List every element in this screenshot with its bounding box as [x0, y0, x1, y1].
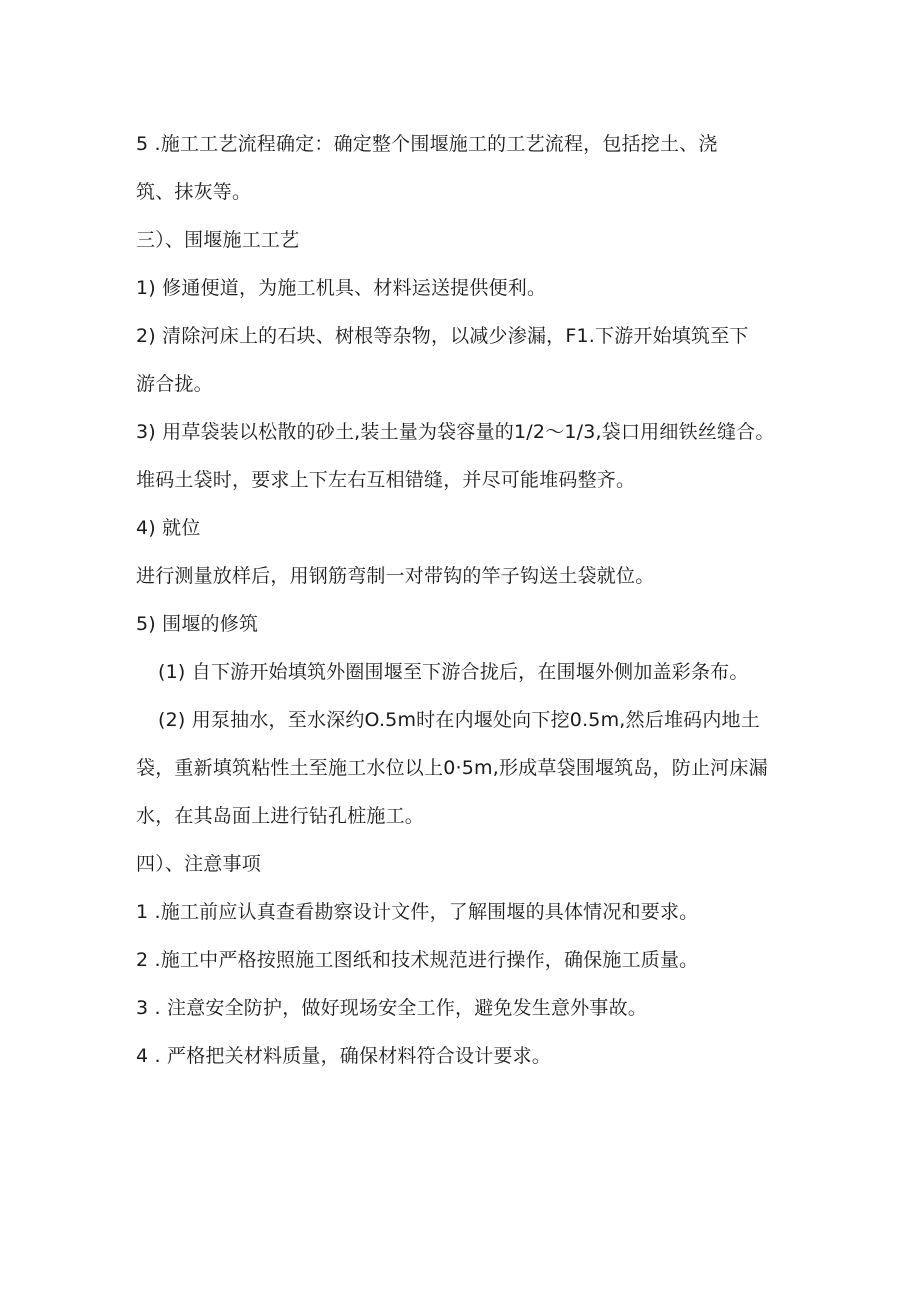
subsection-heading: 5) 围堰的修筑 — [136, 613, 259, 635]
paragraph-line: (1) 自下游开始填筑外圈围堰至下游合拢后，在围堰外侧加盖彩条布。 — [158, 661, 749, 683]
subsection-heading: 4) 就位 — [136, 517, 201, 539]
paragraph-line: 5 .施工工艺流程确定：确定整个围堰施工的工艺流程，包括挖土、浇 — [136, 133, 718, 155]
paragraph-line: 3 . 注意安全防护，做好现场安全工作，避免发生意外事故。 — [136, 997, 648, 1019]
paragraph-line: 筑、抹灰等。 — [136, 181, 252, 203]
paragraph-line: 堆码土袋时，要求上下左右互相错缝，并尽可能堆码整齐。 — [136, 469, 636, 491]
section-heading: 四）、注意事项 — [136, 853, 261, 875]
document-body — [136, 120, 816, 1080]
paragraph-line: 3) 用草袋装以松散的砂土,装土量为袋容量的1/2〜1/3,袋口用细铁丝缝合。 — [136, 421, 775, 443]
paragraph-line: 4 . 严格把关材料质量，确保材料符合设计要求。 — [136, 1045, 552, 1067]
paragraph-line: 进行测量放样后，用钢筋弯制一对带钩的竿子钩送土袋就位。 — [136, 565, 655, 587]
paragraph-line: 袋，重新填筑粘性土至施工水位以上0·5m,形成草袋围堰筑岛，防止河床漏 — [136, 757, 768, 779]
paragraph-line: (2) 用泵抽水，至水深约O.5m时在内堰处向下挖0.5m,然后堆码内地土 — [158, 709, 760, 731]
paragraph-line: 游合拢。 — [136, 373, 213, 395]
section-heading: 三）、围堰施工工艺 — [136, 229, 300, 251]
paragraph-line: 1) 修通便道，为施工机具、材料运送提供便利。 — [136, 277, 547, 299]
paragraph-line: 2 .施工中严格按照施工图纸和技术规范进行操作，确保施工质量。 — [136, 949, 699, 971]
paragraph-line: 2) 清除河床上的石块、树根等杂物，以减少渗漏，F1.下游开始填筑至下 — [136, 325, 749, 347]
paragraph-line: 水，在其岛面上进行钻孔桩施工。 — [136, 805, 425, 827]
paragraph-line: 1 .施工前应认真查看勘察设计文件，了解围堰的具体情况和要求。 — [136, 901, 699, 923]
